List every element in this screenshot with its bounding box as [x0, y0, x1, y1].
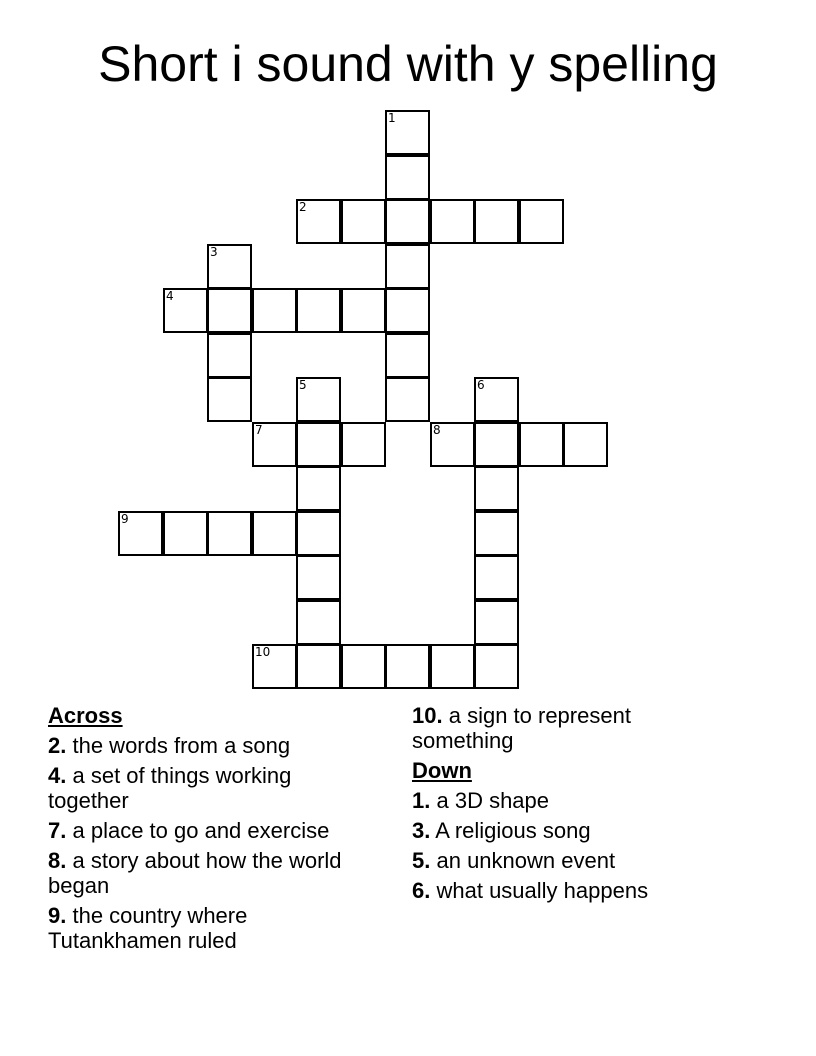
crossword-cell[interactable] [474, 511, 519, 556]
crossword-cell[interactable] [474, 600, 519, 645]
crossword-cell[interactable] [207, 244, 252, 289]
crossword-cell[interactable] [385, 244, 430, 289]
clue-number: 7 [255, 423, 263, 437]
clue-number: 2 [299, 200, 307, 214]
clue-number: 4 [166, 289, 174, 303]
crossword-cell[interactable] [296, 644, 341, 689]
crossword-cell[interactable] [385, 333, 430, 378]
crossword-cell[interactable] [252, 422, 297, 467]
crossword-cell[interactable] [207, 333, 252, 378]
crossword-cell[interactable] [296, 466, 341, 511]
crossword-cell[interactable] [296, 422, 341, 467]
crossword-cell[interactable] [252, 644, 297, 689]
crossword-cell[interactable] [385, 155, 430, 200]
crossword-cell[interactable] [341, 199, 386, 244]
clue-across-8: 8. a story about how the world began [48, 848, 342, 898]
clue-across-4: 4. a set of things working together [48, 763, 292, 813]
crossword-cell[interactable] [296, 288, 341, 333]
crossword-cell[interactable] [341, 288, 386, 333]
crossword-cell[interactable] [430, 422, 475, 467]
crossword-cell[interactable] [519, 422, 564, 467]
crossword-cell[interactable] [430, 199, 475, 244]
clue-down-5: 5. an unknown event [412, 848, 616, 873]
clue-down-3: 3. A religious song [412, 818, 591, 843]
crossword-cell[interactable] [474, 377, 519, 422]
crossword-cell[interactable] [163, 511, 208, 556]
clue-number: 5 [299, 378, 307, 392]
across-heading: Across [48, 703, 123, 728]
clue-column-left [48, 703, 378, 958]
crossword-cell[interactable] [296, 555, 341, 600]
page-title: Short i sound with y spelling [98, 36, 718, 92]
clue-across-10: 10. a sign to represent something [412, 703, 631, 753]
crossword-cell[interactable] [163, 288, 208, 333]
clue-across-7: 7. a place to go and exercise [48, 818, 330, 843]
crossword-cell[interactable] [519, 199, 564, 244]
clue-down-1: 1. a 3D shape [412, 788, 550, 813]
crossword-cell[interactable] [385, 644, 430, 689]
clue-number: 1 [388, 111, 396, 125]
crossword-cell[interactable] [474, 555, 519, 600]
crossword-cell[interactable] [474, 466, 519, 511]
crossword-cell[interactable] [296, 511, 341, 556]
crossword-cell[interactable] [385, 288, 430, 333]
clue-down-6: 6. what usually happens [412, 878, 649, 903]
crossword-cell[interactable] [252, 511, 297, 556]
crossword-cell[interactable] [474, 422, 519, 467]
crossword-cell[interactable] [207, 288, 252, 333]
clue-number: 8 [433, 423, 441, 437]
crossword-cell[interactable] [296, 199, 341, 244]
crossword-cell[interactable] [118, 511, 163, 556]
crossword-cell[interactable] [207, 511, 252, 556]
crossword-cell[interactable] [385, 199, 430, 244]
clue-column-right [412, 703, 702, 908]
clue-number: 10 [255, 645, 271, 659]
crossword-cell[interactable] [252, 288, 297, 333]
crossword-cell[interactable] [207, 377, 252, 422]
crossword-cell[interactable] [385, 110, 430, 155]
crossword-cell[interactable] [341, 644, 386, 689]
crossword-cell[interactable] [563, 422, 608, 467]
crossword-cell[interactable] [430, 644, 475, 689]
crossword-cell[interactable] [296, 377, 341, 422]
crossword-cell[interactable] [296, 600, 341, 645]
clue-across-2: 2. the words from a song [48, 733, 291, 758]
crossword-cell[interactable] [474, 199, 519, 244]
clue-across-9: 9. the country where Tutankhamen ruled [48, 903, 248, 953]
clue-number: 6 [477, 378, 485, 392]
crossword-cell[interactable] [385, 377, 430, 422]
crossword-cell[interactable] [474, 644, 519, 689]
crossword-cell[interactable] [341, 422, 386, 467]
clue-number: 9 [121, 512, 129, 526]
down-heading: Down [412, 758, 472, 783]
clue-number: 3 [210, 245, 218, 259]
